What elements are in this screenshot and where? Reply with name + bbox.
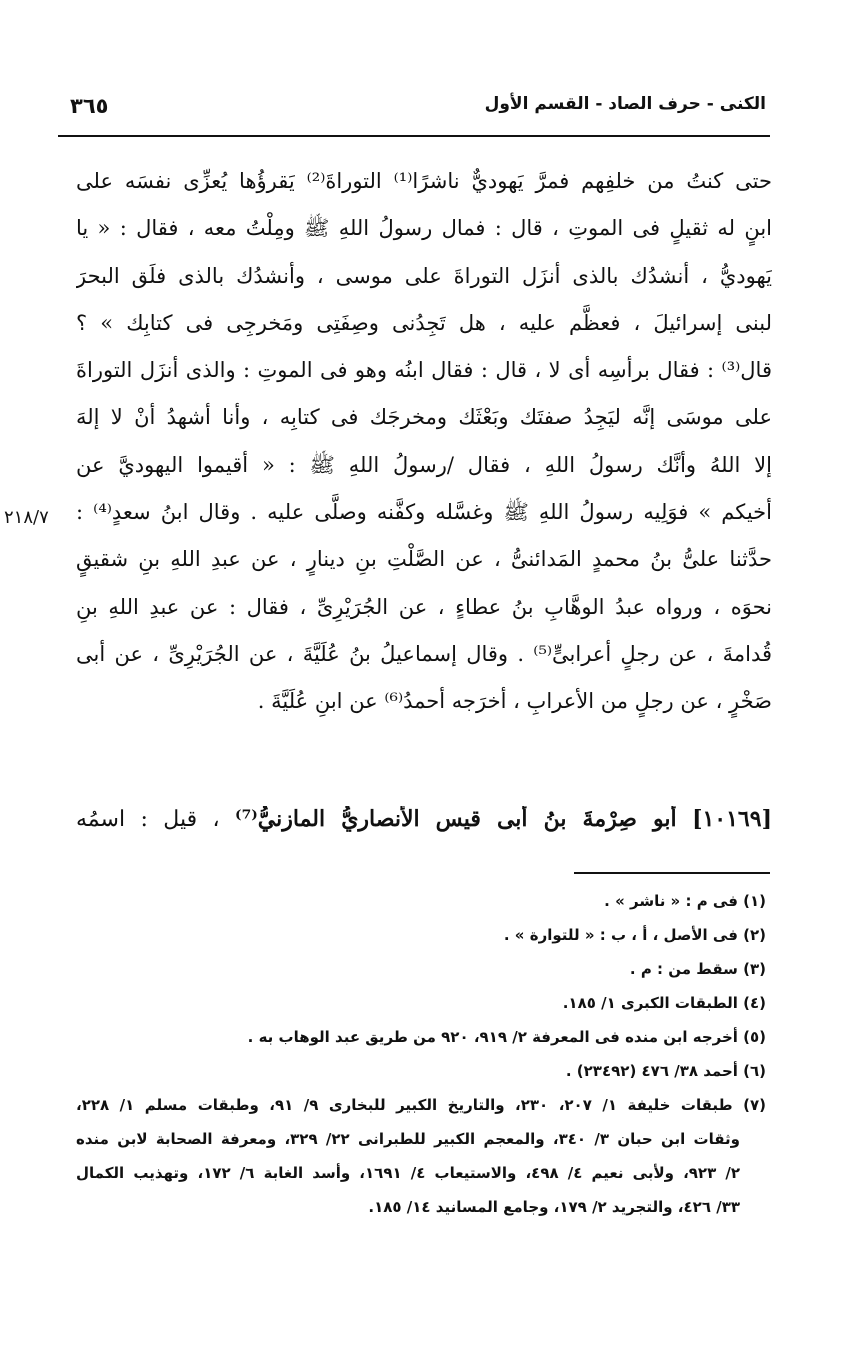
footnote: (٢) فى الأصل ، أ ، ب : « للتوارة » . [503,926,766,944]
entry-name: أبو صِرْمةَ بنُ أبى قيسٍ الأنصاريُّ المازنيُّ⁽⁷⁾ [235,806,677,832]
text-line: قال⁽³⁾ : فقال برأسِه أى لا ، قال : فقال ابنُه وهو فى الموتِ : والذى أنزَل التوراةَ [76,358,772,383]
text-line: أخيكم » فوَلِيه رسولُ اللهِ ﷺ وغسَّله وكفَّنه وصلَّى عليه . وقال ابنُ سعدٍ⁽⁴⁾ : [76,500,772,525]
footnote: (٧) طبقات خليفة ١/ ٢٠٧، ٢٣٠، والتاريخ الكبير للبخارى ٩/ ٩١، وطبقات مسلم ١/ ٢٢٨، [76,1096,766,1114]
margin-volume-page-ref: ٢١٨/٧ [4,507,49,528]
text-line: ابنٍ له ثقيلٍ فى الموتِ ، قال : فمال رسولُ اللهِ ﷺ ومِلْتُ معه ، فقال : « يا [76,216,772,241]
footnote: (١) فى م : « ناشر » . [604,892,766,910]
text-line: قُدامةَ ، عن رجلٍ أعرابىٍّ⁽⁵⁾ . وقال إسماعيلُ بنُ عُلَيَّةَ ، عن الجُرَيْرِىِّ ، عن أبى [76,641,772,666]
text-line: حدَّثنا علىُّ بنُ محمدٍ المَدائنىُّ ، عن الصَّلْتِ بنِ دينارٍ ، عن عبدِ اللهِ بنِ شقيقٍ [76,547,772,572]
footnotes [76,884,766,1224]
footnote-continuation: ٣٣/ ٤٢٦، والتجريد ٢/ ١٧٩، وجامع المسانيد ١٤/ ١٨٥. [368,1198,740,1216]
text-line: يَهوديُّ ، أنشدُك بالذى أنزَل التوراةَ على موسى ، وأنشدُك بالذى فلَق البحرَ [76,263,772,288]
text-line: حتى كنتُ من خلفِهم فمرَّ يَهوديٌّ ناشرًا⁽¹⁾ التوراةَ⁽²⁾ يَقرؤُها يُعزِّى نفسَه على [76,169,772,193]
footnote: (٣) سقط من : م . [629,960,766,978]
text-line: على موسَى إنَّه ليَجِدُ صفتَك وبَعْثَك ومخرجَك فى كتابِه ، وأنا أشهدُ أنْ لا إلهَ [76,405,772,430]
footnote-continuation: ٢/ ٩٢٣، ولأبى نعيم ٤/ ٤٩٨، والاستيعاب ٤/ ١٦٩١، وأسد الغابة ٦/ ١٧٢، وتهذيب الكمال [76,1164,741,1182]
footnote: (٤) الطبقات الكبرى ١/ ١٨٥. [562,994,766,1012]
text-line: لبنى إسرائيلَ ، فعظَّم عليه ، هل تَجِدُنى وصِفَتِى ومَخرجِى فى كتابِك » ؟ [76,310,772,335]
footnote-rule [574,872,770,874]
entry-continuation: ، قيل : اسمُه [76,807,220,832]
page-header [58,90,770,130]
page-number: ٣٦٥ [70,94,109,118]
header-rule [58,135,770,137]
running-title: الكنى - حرف الصاد - القسم الأول [484,94,766,114]
footnote: (٦) أحمد ٣٨/ ٤٧٦ (٢٣٤٩٢) . [565,1062,766,1080]
text-line: صَخْرٍ ، عن رجلٍ من الأعرابِ ، أخرَجه أحمدُ⁽⁶⁾ عن ابنِ عُلَيَّةَ . [257,689,772,714]
entry-heading-line [76,806,772,832]
entry-number: [١٠١٦٩] [692,806,772,832]
footnote-continuation: وثقات ابن حبان ٣/ ٣٤٠، والمعجم الكبير للطبرانى ٢٢/ ٣٢٩، ومعرفة الصحابة لابن منده [76,1130,741,1148]
main-text [76,158,772,726]
text-line: نحوَه ، ورواه عبدُ الوهَّابِ بنُ عطاءٍ ، عن الجُرَيْرِىِّ ، فقال : عن عبدِ اللهِ بنِ [76,594,772,619]
footnote: (٥) أخرجه ابن منده فى المعرفة ٢/ ٩١٩، ٩٢٠ من طريق عبد الوهاب به . [247,1028,766,1046]
text-line: إلا اللهُ وأنَّك رسولُ اللهِ ، فقال /رسولُ اللهِ ﷺ : « أقيموا اليهوديَّ عن [76,452,772,477]
